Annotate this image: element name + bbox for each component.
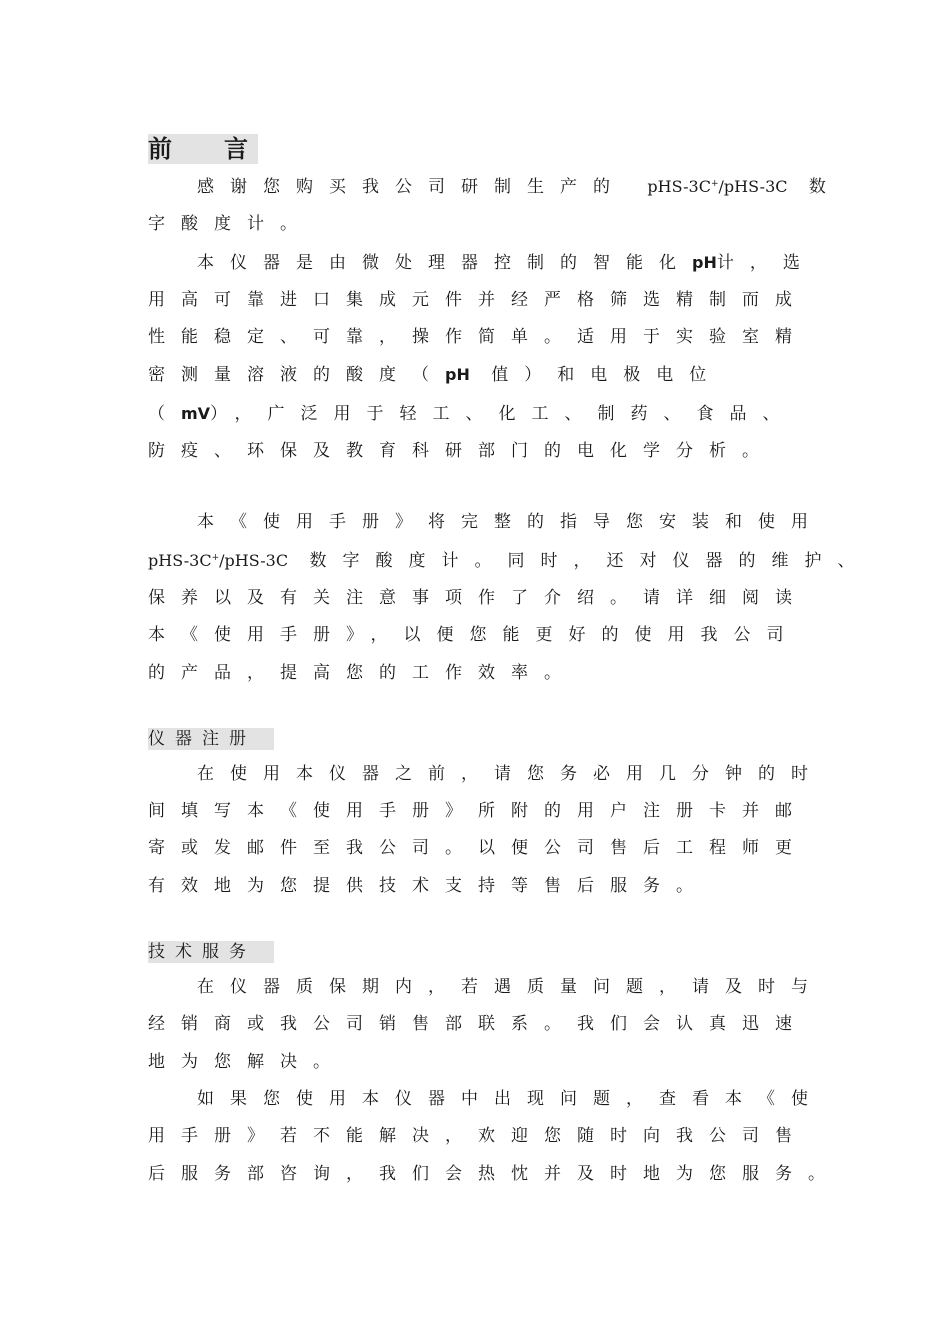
paragraph-gap	[148, 470, 808, 504]
preface-p2-line1	[148, 244, 816, 282]
preface-p2-l5-text-a: （	[148, 403, 181, 424]
registration-line3: 寄或发邮件至我公司。以便公司售后工程师更	[148, 838, 808, 859]
model-part-b: /pHS-3C	[219, 550, 289, 570]
service-line1: 在仪器质保期内，若遇质量问题，请及时与	[197, 977, 824, 998]
preface-p2-line3: 性能稳定、可靠，操作简单。适用于实验室精	[148, 327, 808, 348]
preface-heading	[148, 134, 258, 164]
model-name	[148, 551, 288, 570]
preface-p1-line2: 字酸度计。	[148, 214, 313, 235]
model-superscript: +	[710, 179, 719, 189]
ph-term: pH	[692, 252, 717, 272]
preface-heading-char-2: 言	[224, 134, 248, 163]
preface-p2-line4	[148, 356, 808, 394]
preface-p2-l4-text-b: 值）和电极电位	[491, 365, 723, 386]
preface-p3-line2	[148, 542, 871, 580]
registration-line1: 在使用本仪器之前，请您务必用几分钟的时	[197, 763, 824, 784]
document-page	[148, 134, 871, 1193]
preface-p2-text-a: 本仪器是由微处理器控制的智能化	[197, 252, 692, 273]
model-superscript: +	[211, 552, 220, 563]
preface-p2-text-b: 计，选	[716, 252, 816, 273]
registration-line4: 有效地为您提供技术支持等售后服务。	[148, 875, 709, 896]
model-part-a: pHS-3C	[148, 550, 212, 570]
section-gap	[148, 692, 808, 728]
preface-p3-line4: 本《使用手册》，以便您能更好的使用我公司	[148, 625, 800, 646]
preface-p3-line5: 的产品，提高您的工作效率。	[148, 662, 577, 683]
preface-p3-line1: 本《使用手册》将完整的指导您安装和使用	[197, 512, 824, 533]
service-line3: 地为您解决。	[148, 1051, 346, 1072]
preface-p1-line1	[148, 168, 842, 206]
service-line2: 经销商或我公司销售部联系。我们会认真迅速	[148, 1014, 808, 1035]
preface-heading-char-1: 前	[148, 134, 172, 163]
registration-heading: 仪器注册	[148, 728, 274, 750]
service-heading: 技术服务	[148, 941, 274, 963]
preface-p2-line5	[148, 395, 808, 433]
preface-p2-line6: 防疫、环保及教育科研部门的电化学分析。	[148, 441, 775, 462]
ph-term: pH	[445, 365, 470, 385]
preface-p3-l2-text: 数字酸度计。同时，还对仪器的维护、	[309, 550, 871, 571]
model-part-a: pHS-3C	[647, 177, 711, 196]
service-line4: 如果您使用本仪器中出现问题，查看本《使	[197, 1088, 824, 1109]
preface-p2-l4-text-a: 密测量溶液的酸度（	[148, 365, 445, 386]
preface-p2-l5-text-b: ），广泛用于轻工、化工、制药、食品、	[210, 403, 796, 424]
model-name	[647, 177, 787, 196]
service-line6: 后服务部咨询，我们会热忱并及时地为您服务。	[148, 1163, 841, 1184]
section-gap	[148, 905, 808, 941]
preface-p1-text: 感谢您购买我公司研制生产的	[197, 177, 626, 197]
model-part-b: /pHS-3C	[718, 177, 788, 196]
registration-line2: 间填写本《使用手册》所附的用户注册卡并邮	[148, 801, 808, 822]
service-line5: 用手册》若不能解决，欢迎您随时向我公司售	[148, 1126, 808, 1147]
preface-p1-tail: 数	[808, 177, 842, 197]
mv-term: mV	[181, 403, 211, 423]
preface-p2-line2: 用高可靠进口集成元件并经严格筛选精制而成	[148, 289, 808, 310]
preface-p3-line3: 保养以及有关注意事项作了介绍。请详细阅读	[148, 587, 808, 608]
